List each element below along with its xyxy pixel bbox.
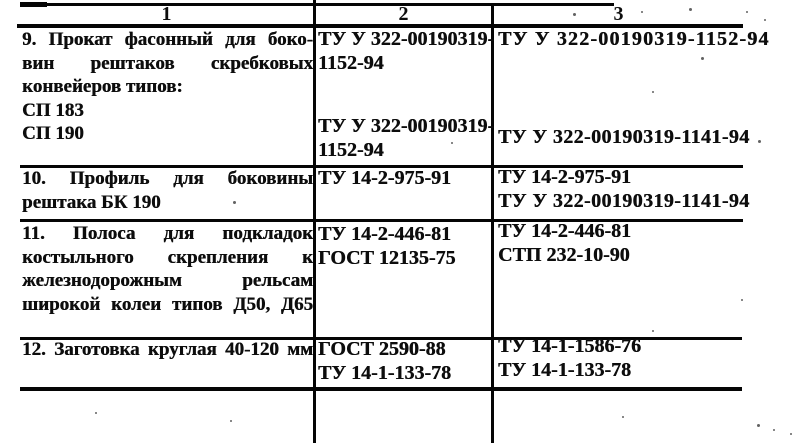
cell-line: 9. Прокат фасонный для боко- (22, 29, 313, 50)
cell-line: 10. Профиль для боковины (22, 168, 313, 189)
scan-speck (746, 11, 748, 13)
cell-line: рештака БК 190 (22, 191, 161, 213)
row10-col3-cell (498, 166, 798, 213)
cell-line: ТУ 14-2-975-91 (318, 167, 451, 189)
cell-line: 1152-94 (318, 51, 384, 74)
cell-line: ТУ У 322-00190319-1152-94 (498, 28, 770, 50)
cell-line: железнодорожным рельсам (22, 270, 313, 292)
scan-speck (790, 433, 792, 435)
row9-col1-cell (22, 28, 313, 146)
column-header-1: 1 (161, 3, 172, 25)
row12-col2-cell (318, 338, 494, 385)
scan-speck (230, 420, 232, 422)
scan-speck (95, 412, 97, 414)
cell-line: вин рештаков скребковых (22, 52, 313, 74)
row11-col2-cell (318, 223, 494, 270)
scan-speck (764, 19, 766, 21)
row11-col1-cell (22, 222, 313, 316)
scan-speck (758, 140, 761, 143)
cell-line: ТУ 14-1-133-78 (318, 361, 451, 384)
cell-line: ТУ У 322-00190319- (318, 28, 495, 50)
row9-col2-entry1 (318, 28, 494, 75)
cell-line: ТУ 14-2-975-91 (498, 166, 631, 188)
row9-col3-entry1 (498, 28, 798, 52)
row9-col2-entry2 (318, 115, 494, 162)
scan-speck (757, 424, 760, 427)
cell-line: ТУ 14-1-1586-76 (498, 335, 641, 357)
cell-line: СТП 232-10-90 (498, 243, 630, 266)
cell-line: 1152-94 (318, 138, 384, 161)
row11-col3-cell (498, 220, 798, 267)
cell-line: ТУ У 322-00190319-1141-94 (498, 126, 750, 148)
row9-col3-entry2 (498, 126, 798, 150)
scan-speck (652, 330, 654, 332)
cell-line: ГОСТ 12135-75 (318, 246, 456, 269)
scan-speck (689, 8, 692, 11)
scan-speck (641, 11, 643, 13)
cell-line: 12. Заготовка круглая 40-120 мм (22, 339, 313, 360)
scan-speck (622, 416, 624, 418)
column-divider-1 (313, 0, 316, 443)
cell-line: конвейеров типов: (22, 76, 183, 98)
row12-col3-cell (498, 335, 798, 382)
cell-line: СП 190 (22, 123, 84, 145)
table-bottom-rule (20, 387, 742, 391)
cell-line: ТУ 14-2-446-81 (498, 220, 631, 242)
cell-line: СП 183 (22, 99, 84, 121)
cell-line: ТУ 14-2-446-81 (318, 223, 451, 245)
row10-col1-cell (22, 167, 313, 214)
scan-speck (233, 201, 236, 204)
column-header-3: 3 (613, 3, 624, 25)
row10-col2-cell (318, 167, 494, 191)
row12-col1-cell (22, 338, 313, 362)
cell-line: ТУ 14-1-133-78 (498, 358, 631, 381)
scan-speck (451, 142, 453, 144)
cell-line: ГОСТ 2590-88 (318, 338, 446, 360)
cell-line: широкой колеи типов Д50, Д65 (22, 293, 313, 315)
scan-speck (652, 91, 654, 93)
scan-speck (741, 299, 743, 301)
scan-speck (573, 13, 576, 16)
cell-line: костыльного скрепления к (22, 246, 313, 268)
scan-speck (773, 429, 775, 431)
cell-line: ТУ У 322-00190319-1141-94 (498, 189, 750, 212)
cell-line: 11. Полоса для подкладок (22, 223, 313, 244)
cell-line: ТУ У 322-00190319- (318, 115, 495, 137)
scan-speck (701, 57, 704, 60)
column-header-2: 2 (398, 3, 409, 25)
